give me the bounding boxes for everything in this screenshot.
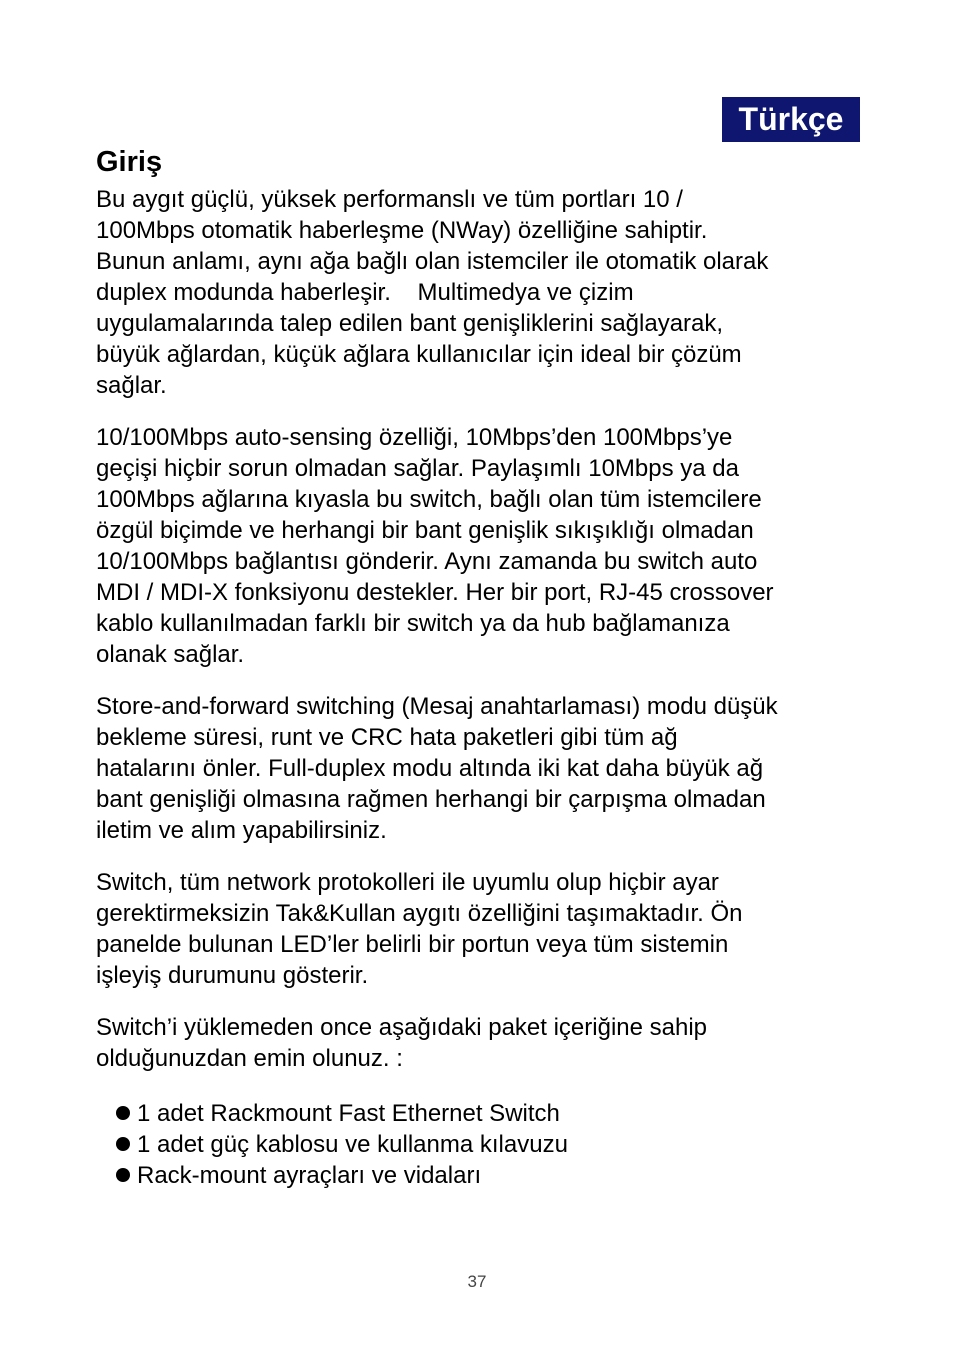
auto-sensing-paragraph	[96, 422, 866, 670]
page-number: 37	[467, 1272, 487, 1291]
paragraph-line: 10/100Mbps bağlantısı gönderir. Aynı zamanda bu switch auto	[96, 548, 758, 575]
bullet-icon	[116, 1106, 130, 1120]
store-and-forward-paragraph	[96, 691, 866, 846]
paragraph-line: gerektirmeksizin Tak&Kullan aygıtı özelliğini taşımaktadır. Ön	[96, 900, 743, 927]
list-item	[116, 1129, 866, 1160]
page-title: Giriş	[96, 146, 163, 178]
paragraph-line: Switch, tüm network protokolleri ile uyumlu olup hiçbir ayar	[96, 869, 719, 896]
paragraph-line: 10/100Mbps auto-sensing özelliği, 10Mbps’den 100Mbps’ye	[96, 424, 733, 451]
paragraph-line: 100Mbps ağlarına kıyasla bu switch, bağlı olan tüm istemcilere	[96, 486, 762, 513]
paragraph-line: büyük ağlardan, küçük ağlara kullanıcılar için ideal bir çözüm	[96, 341, 742, 368]
paragraph-line: duplex modunda haberleşir. Multimedya ve çizim	[96, 279, 634, 306]
package-contents-list	[96, 1098, 866, 1191]
paragraph-line: iletim ve alım yapabilirsiniz.	[96, 817, 387, 844]
paragraph-line: olanak sağlar.	[96, 641, 245, 668]
paragraph-line: hatalarını önler. Full-duplex modu altında iki kat daha büyük ağ	[96, 755, 764, 782]
paragraph-line: bant genişliği olmasına rağmen herhangi bir çarpışma olmadan	[96, 786, 766, 813]
bullet-icon	[116, 1168, 130, 1182]
paragraph-line: MDI / MDI-X fonksiyonu destekler. Her bir port, RJ-45 crossover	[96, 579, 774, 606]
list-item-label: 1 adet güç kablosu ve kullanma kılavuzu	[137, 1131, 568, 1158]
paragraph-line: 100Mbps otomatik haberleşme (NWay) özelliğine sahiptir.	[96, 217, 708, 244]
paragraph-line: Store-and-forward switching (Mesaj anahtarlaması) modu düşük	[96, 693, 778, 720]
paragraph-line: geçişi hiçbir sorun olmadan sağlar. Paylaşımlı 10Mbps ya da	[96, 455, 739, 482]
paragraph-line: işleyiş durumunu gösterir.	[96, 962, 369, 989]
paragraph-line: bekleme süresi, runt ve CRC hata paketleri gibi tüm ağ	[96, 724, 678, 751]
list-item-label: 1 adet Rackmount Fast Ethernet Switch	[137, 1100, 560, 1127]
list-item-label: Rack-mount ayraçları ve vidaları	[137, 1162, 482, 1189]
paragraph-line: panelde bulunan LED’ler belirli bir portun veya tüm sistemin	[96, 931, 729, 958]
package-intro-paragraph	[96, 1012, 866, 1074]
list-item	[116, 1160, 866, 1191]
bullet-icon	[116, 1137, 130, 1151]
paragraph-line: uygulamalarında talep edilen bant genişliklerini sağlayarak,	[96, 310, 724, 337]
paragraph-line: olduğunuzdan emin olunuz. :	[96, 1045, 403, 1072]
paragraph-line: Bunun anlamı, aynı ağa bağlı olan istemciler ile otomatik olarak	[96, 248, 769, 275]
paragraph-line: sağlar.	[96, 372, 167, 399]
intro-paragraph	[96, 184, 866, 401]
plug-and-play-paragraph	[96, 867, 866, 991]
paragraph-line: Switch’i yüklemeden once aşağıdaki paket içeriğine sahip	[96, 1014, 708, 1041]
language-badge: Türkçe	[722, 97, 860, 142]
paragraph-line: özgül biçimde ve herhangi bir bant genişlik sıkışıklığı olmadan	[96, 517, 754, 544]
paragraph-line: kablo kullanılmadan farklı bir switch ya da hub bağlamanıza	[96, 610, 730, 637]
paragraph-line: Bu aygıt güçlü, yüksek performanslı ve tüm portları 10 /	[96, 186, 683, 213]
main-content	[96, 140, 866, 1191]
list-item	[116, 1098, 866, 1129]
